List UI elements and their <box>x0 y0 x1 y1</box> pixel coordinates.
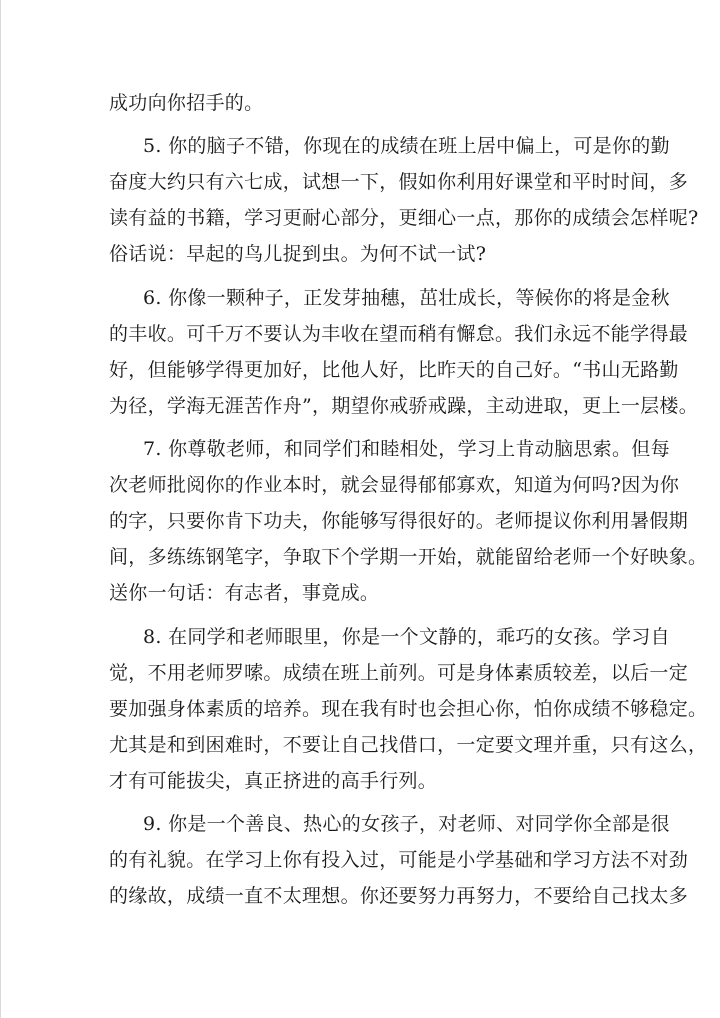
paragraph-9-line: 的有礼貌。在学习上你有投入过，可能是小学基础和学习方法不对劲 <box>109 849 689 871</box>
paragraph-8-line: 尤其是和到困难时，不要让自己找借口，一定要文理并重，只有这么， <box>109 734 708 756</box>
paragraph-6-line: 为径，学海无涯苦作舟”，期望你戒骄戒躁，主动进取，更上一层楼。 <box>109 395 699 417</box>
paragraph-8-line: 要加强身体素质的培养。现在我有时也会担心你，怕你成绩不够稳定。 <box>109 698 708 720</box>
text-line: 成功向你招手的。 <box>109 92 264 114</box>
paragraph-6-line: 好，但能够学得更加好，比他人好，比昨天的自己好。“书山无路勤 <box>109 359 679 381</box>
paragraph-7-line: 送你一句话：有志者，事竟成。 <box>109 582 380 604</box>
paragraph-6-line: 6. 你像一颗种子，正发芽抽穗，茁壮成长，等候你的将是金秋 <box>143 287 670 309</box>
paragraph-5-line: 奋度大约只有六七成，试想一下，假如你利用好课堂和平时时间，多 <box>109 171 689 193</box>
paragraph-5-line: 读有益的书籍，学习更耐心部分，更细心一点，那你的成绩会怎样呢? <box>109 207 699 229</box>
paragraph-9-line: 9. 你是一个善良、热心的女孩子，对老师、对同学你全部是很 <box>143 813 670 835</box>
paragraph-8-line: 8. 在同学和老师眼里，你是一个文静的，乖巧的女孩。学习自 <box>143 626 670 648</box>
paragraph-7-line: 7. 你尊敬老师，和同学们和睦相处，学习上肯动脑思索。但每 <box>143 438 670 460</box>
paragraph-5-line: 5. 你的脑子不错，你现在的成绩在班上居中偏上，可是你的勤 <box>143 135 670 157</box>
paragraph-8-line: 觉，不用老师罗嗦。成绩在班上前列。可是身体素质较差，以后一定 <box>109 662 689 684</box>
paragraph-5-line: 俗话说：早起的鸟儿捉到虫。为何不试一试? <box>109 243 487 265</box>
paragraph-7-line: 次老师批阅你的作业本时，就会显得郁郁寡欢，知道为何吗?因为你 <box>109 474 680 496</box>
paragraph-8-line: 才有可能拔尖，真正挤进的高手行列。 <box>109 770 438 792</box>
paragraph-7-line: 的字，只要你肯下功夫，你能够写得很好的。老师提议你利用暑假期 <box>109 510 689 532</box>
paragraph-7-line: 间，多练练钢笔字，争取下个学期一开始，就能留给老师一个好映象。 <box>109 546 708 568</box>
paragraph-9-line: 的缘故，成绩一直不太理想。你还要努力再努力，不要给自己找太多 <box>109 885 689 907</box>
paragraph-6-line: 的丰收。可千万不要认为丰收在望而稍有懈怠。我们永远不能学得最 <box>109 323 689 345</box>
